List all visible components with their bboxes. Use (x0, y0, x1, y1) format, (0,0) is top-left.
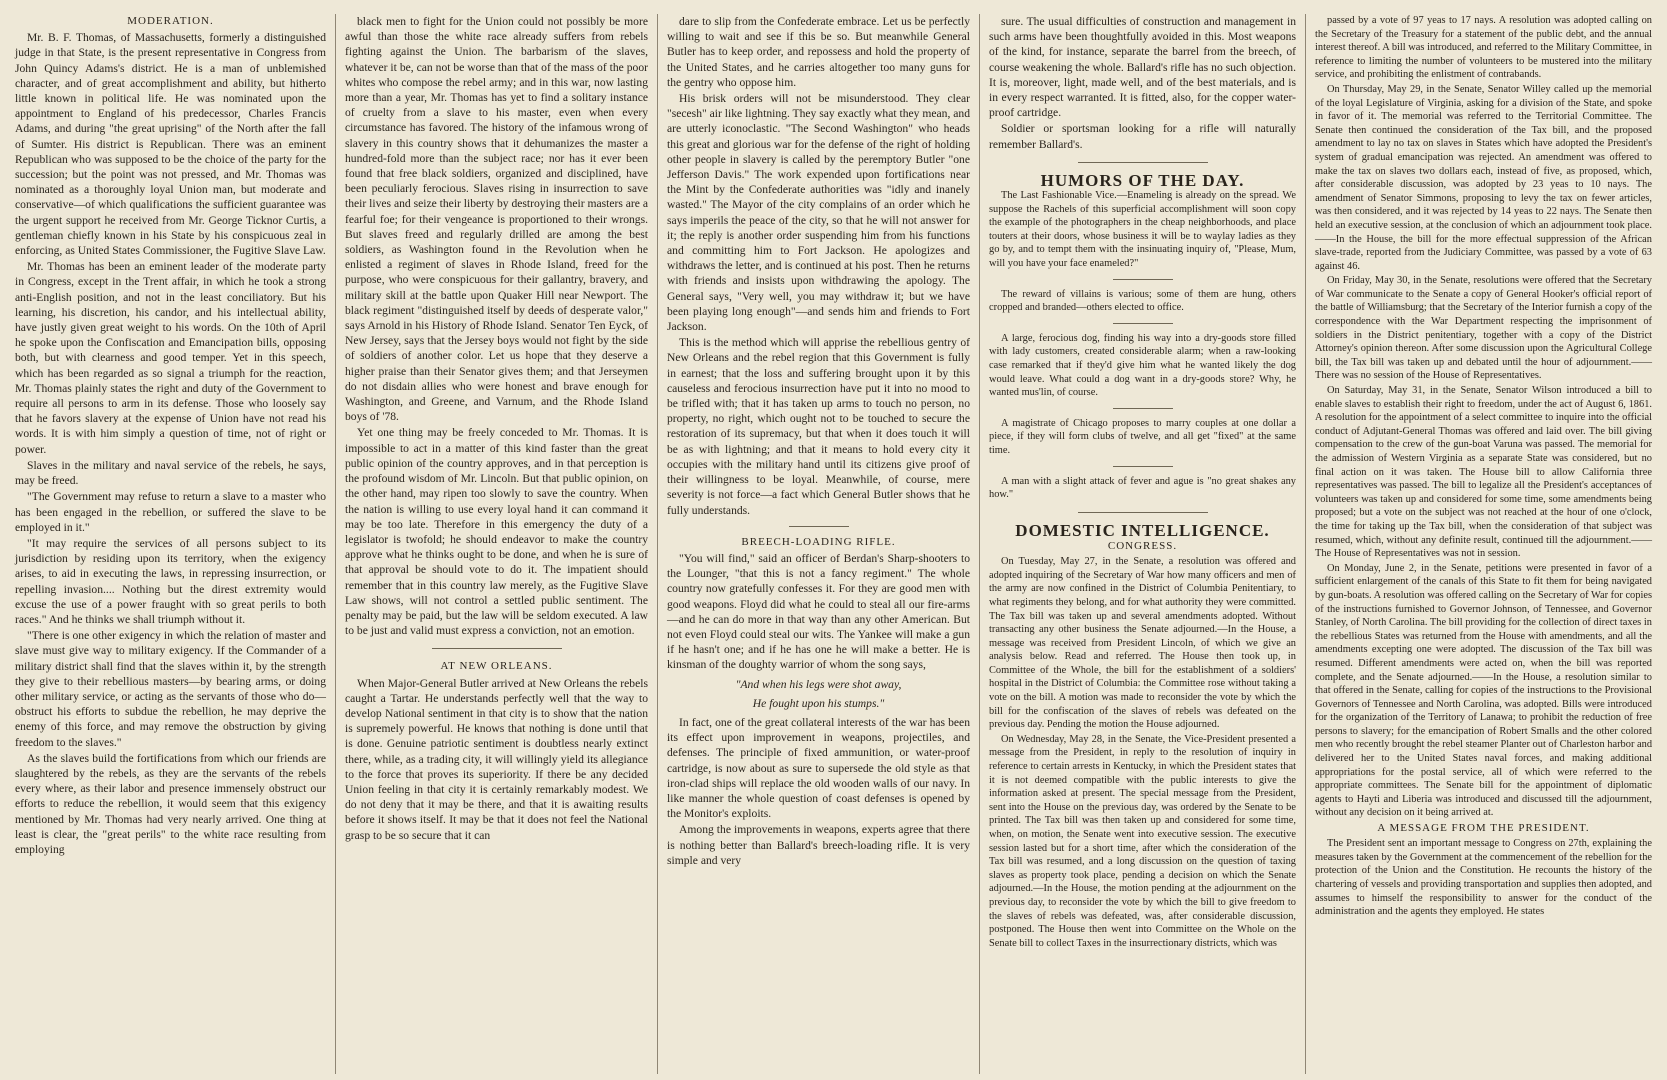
article-heading-breech-loading-rifle: BREECH-LOADING RIFLE. (741, 535, 896, 548)
paragraph: The President sent an important message to Congress on 27th, explaining the measures taken by the Government at the commencement of the rebellion for the protection of the Union and the Constitution. He recounts the history of the chartering of vessels and providing transportation and supplies then adopted, and assumes to himself the responsibility to answer for the conduct of the administration and the agents they employed. He states (1315, 838, 1652, 918)
paragraph: Soldier or sportsman looking for a rifle will naturally remember Ballard's. (989, 122, 1296, 151)
section-heading-domestic-intelligence: DOMESTIC INTELLIGENCE. (1015, 520, 1270, 540)
paragraph: In fact, one of the great collateral interests of the war has been its effect upon improvement in weapons, projectiles, and defenses. The principle of fixed ammunition, or water-proof cartridge, is now about as sure to supersede the old style as that iron-clad ships will replace the old wooden walls of our navy. In like manner the whole question of coast defenses is opened by the Monitor's exploits. (667, 715, 970, 821)
verse-line: He fought upon his stumps." (752, 696, 885, 710)
column-4 (980, 14, 1306, 1074)
section-divider (1078, 512, 1208, 513)
paragraph: On Monday, June 2, in the Senate, petitions were presented in favor of a sufficient enlargement of the canals of this State to fit them for being navigated by gun-boats. A resolution was offered calling on the Secretary of War for copies of the instructions furnished to Governor Johnson, of Tennessee, and Governor Stanley, of North Carolina. The bill providing for the collection of direct taxes in the rebellious States was returned from the House with amendments, and all the amendments excepting one were adopted. The discussion of the Tax bill was resumed. Different amendments were acted on, when the bill was reported complete, and the Senate adjourned.——In the House, a resolution similar to that offered in the Senate, calling for copies of the instructions to the Provisional Governors of Tennessee and North Carolina, was adopted. Bills were introduced for the organization of the Territory of Lanawa; to prohibit the reduction of free persons to slavery; for the emancipation of Robert Smalls and the other colored men who recently brought the rebel steamer Planter out of Charleston harbor and delivered her to the United States naval forces, and making additional appropriations for the postal service, all of which were referred to the appropriate committees. The Senate bill for the appointment of diplomatic agents to Hayti and Liberia was introduced and discussed till the adjournment, without any decision on it being arrived at. (1315, 562, 1653, 819)
paragraph: When Major-General Butler arrived at New Orleans the rebels caught a Tartar. He understands perfectly well that the way to develop National sentiment in that city is to show that the nation is supremely powerful. He knows that nothing is done until that is done. Genuine patriotic sentiment is doubtless nearly extinct there, while, as a trading city, it will willingly yield its allegiance to the force that proves its superiority. If there be any decided Union feeling in that city it is certainly remarkably modest. We do not deny that it may be there, and that it is awaiting results before it shows itself. It may be that it does not feel the National grasp to be so secure that it can (345, 676, 648, 842)
column-3 (658, 14, 980, 1074)
paragraph: As the slaves build the fortifications from which our friends are slaughtered by the rebels, as they are the servants of the rebels every where, as their labor and presence immensely obstruct our efforts to reduce the rebellion, it would seem that this exigency mentioned by Mr. Thomas had very nearly arrived. One thing at least is clear, the "great perils" to the white race resulting from employing (15, 751, 326, 856)
section-divider (789, 526, 849, 527)
paragraph: black men to fight for the Union could not possibly be more awful than those the white race already suffers from rebels fighting against the Union. The barbarism of the slaves, whatever it be, can not be worse than that of the mass of the poor whites who compose the rebel army; and in this war, now lasting more than a year, Mr. Thomas has yet to find a solitary instance of cruelty from a slave to his master, even when every circumstance has favored. The history of the infamous wrong of slavery in this country shows that it dehumanizes the master a hundred-fold more than the subject race; nor has it ever been found that free black soldiers, organized and disciplined, have been peculiarly ferocious. Slaves rising in insurrection to save their lives and seize their liberty by destroying their masters are a fearful foe; for their vengeance is proportioned to their wrongs. But slaves freed and regularly drilled are among the best soldiers, as Washington found in the Revolution when he enlisted a regiment of slaves in Rhode Island, freed for the purpose, who were conspicuous for their gallantry, bravery, and military skill at the battle upon Quaker Hill near Newport. The black regiment "distinguished itself by deeds of desperate valor," says Arnold in his History of Rhode Island. Senator Ten Eyck, of New Jersey, says that the Jersey boys would not fight by the side of soldiers of another color. Let us hope that they deserve a higher praise than their Senator gives them; and that Jerseymen do not disdain allies who were honest and brave enough for Washington, and Greene, and Varnum, and the Rhode Island boys of '78. (345, 15, 648, 424)
column-2 (336, 14, 658, 1074)
paragraph: On Tuesday, May 27, in the Senate, a resolution was offered and adopted inquiring of the Secretary of War how many officers and men of the army are now confined in the District of Columbia Penitentiary, to what regiments they belong, and for what authority they were committed. The Tax bill was taken up and several amendments adopted. Without transacting any other business the Senate adjourned.—In the House, a message was received from President Lincoln, of which we give an analysis below. Read and referred. The House then took up, in Committee of the Whole, the bill for the establishment of a soldiers' hospital in the District of Columbia: the Committee rose without taking a vote on the bill. A motion was made to reconsider the vote by which the bill for the confiscation of the slaves of rebels was defeated on the previous day. Pending the motion the House adjourned. (989, 556, 1296, 731)
paragraph: "You will find," said an officer of Berdan's Sharp-shooters to the Lounger, "that this is not a fancy regiment." The whole country now gratefully confesses it. For they are good men with good weapons. Floyd did what he could to steal all our fire-arms—and he can do more in that way than any other American. But not even Floyd could steal our wits. The Yankee will make a gun if he hasn't one; and if he has one he will make a better. He is kinsman of the doughty warrior of whom the song says, (667, 551, 970, 672)
paragraph: On Thursday, May 29, in the Senate, Senator Willey called up the memorial of the loyal Legislature of Virginia, asking for a division of the State, and spoke in favor of it. The memorial was referred to the Territorial Committee. The Senate then continued the consideration of the Tax bill, and the proposed amendment to lay no tax on slaves in States which have adopted the President's system of gradual emancipation was rejected. An amendment was offered to make the tax on slaves two dollars each, instead of five, as proposed, which, after considerable discussion, was adopted by 23 yeas to 10 nays. The amendment of Senator Simmons, proposing to levy the tax on fewer articles, was then considered, and it was rejected by 14 yeas to 22 nays. The Senate then held an executive session, at the conclusion of which an adjournment took place.——In the House, the bill for the more effectual suppression of the African slave-trade, reported from the Judiciary Committee, was passed by a vote of 63 against 46. (1315, 83, 1652, 272)
paragraph: "The Government may refuse to return a slave to a master who has been engaged in the rebellion, or suffered the slave to be employed in it." (15, 490, 326, 534)
humor-item: A magistrate of Chicago proposes to marry couples at one dollar a piece, if they will form clubs of twelve, and all get "fixed" at the same time. (989, 417, 1296, 456)
item-divider (1113, 408, 1173, 409)
humor-item: The Last Fashionable Vice.—Enameling is already on the spread. We suppose the Rachels of this superficial accomplishment will soon copy the example of the photographers in the cheap neighborhoods, and place touters at their doors, whose business it will be to waylay ladies as they go by, and to tempt them with the insinuating inquiry of, "Please, Mum, will you have your face enameled?" (989, 190, 1296, 269)
paragraph: On Saturday, May 31, in the Senate, Senator Wilson introduced a bill to enable slaves to establish their right to freedom, under the act of August 6, 1861. A resolution for the appointment of a select committee to inquire into the official conduct of Adjutant-General Thomas was offered and laid over. The bill giving compensation to the crew of the gun-boat Varuna was passed. The memorial for the admission of Western Virginia as a separate State was considered, but no final action on it was taken. The House bill to allow California three representatives was passed. The bill to legalize all the President's acceptances of volunteers was taken up and considered for some time, some amendments being proposed; but a vote on the subject was not reached at the hour of one o'clock, the time for taking up the Tax bill, when the consideration of that subject was resumed, which, without any definite result, continued till the adjournment.——The House of Representatives was not in session. (1315, 385, 1652, 560)
column-1 (6, 14, 336, 1074)
item-divider (1113, 323, 1173, 324)
paragraph: His brisk orders will not be misunderstood. They clear "secesh" air like lightning. They say exactly what they mean, and are utterly iconoclastic. "The Second Washington" who heads this great and glorious war for the defense of the right of holding other people in slavery is called by the peremptory Butler "one Jefferson Davis." The work expended upon fortifications near the Mint by the Confederate authorities was "idly and inanely wasted." The Mayor of the city complains of an order which he says imperils the peace of the city, so that he will not answer for it; the reply is another order suspending him from his functions and committing him to Fort Jackson. He apologizes and withdraws the letter, and is continued at his post. Then he returns with friends and insists upon withdrawing the apology. The General says, "Very well, you may withdraw it; but we have been playing long enough"—and sends him and friends to Fort Jackson. (667, 92, 970, 334)
item-divider (1113, 466, 1173, 467)
paragraph: Yet one thing may be freely conceded to Mr. Thomas. It is impossible to act in a matter of this kind faster than the great public opinion of the country approves, and in that perception is the profound wisdom of Mr. Lincoln. But that public opinion, on the other hand, may ripen too slowly to save the country. When the nation is willing to use every loyal hand it can command it may be too late. Therefore in this emergency the duty of a legislator is twofold; he should endeavor to make the country approve what he thinks ought to be done, and when he is sure of that approval be should vote to do it. The impatient should remember that in this country law merely, as the Fugitive Slave Law shows, will not control a settled public sentiment. The penalty may be paid, but the law will be seldom executed. A law to be just and valid must express a conviction, not an emotion. (345, 426, 648, 638)
paragraph: On Friday, May 30, in the Senate, resolutions were offered that the Secretary of War communicate to the Senate a copy of General Hooker's official report of the battle of Williamsburg; that the Secretary of the Interior furnish a copy of the correspondence with the War Department respecting the imprisonment of soldiers in the District penitentiary, together with a copy of the District Attorney's opinion thereon. After some discussion upon the Agricultural College bill, the Tax bill was taken up and debated until the hour of adjournment.——There was no session of the House of Representatives. (1315, 275, 1652, 382)
paragraph: Among the improvements in weapons, experts agree that there is nothing better than Ballard's breech-loading rifle. It is very simple and very (667, 823, 970, 867)
humor-item: A large, ferocious dog, finding his way into a dry-goods store filled with lady customers, created considerable alarm; when a raw-looking case remarked that if they'd give him what he wanted likely the dog would leave. What could a dog want in a dry-goods store? Why, he wanted mus'lin, of course. (989, 332, 1296, 399)
section-heading-humors: HUMORS OF THE DAY. (1040, 170, 1245, 190)
paragraph: dare to slip from the Confederate embrace. Let us be perfectly willing to wait and see if this be so. But meanwhile General Butler has to keep order, and repossess and hold the property of the United States, and he carries altogether too many guns for the gentry who oppose him. (667, 15, 970, 89)
article-heading-moderation: MODERATION. (127, 15, 214, 27)
paragraph: Mr. B. F. Thomas, of Massachusetts, formerly a distinguished judge in that State, is the present representative in Congress from John Quincy Adams's district. He is a man of unblemished character, and of great accomplishment and ability, but hitherto little known in political life. He was nominated upon the appointment to England of his predecessor, Charles Francis Adams, and during "the great uprising" of the North after the fall of Sumter. His district is Republican. There was an eminent Republican who was supposed to be the choice of the party for the succession; but the point was not pressed, and Mr. Thomas was nominated as a thoroughly loyal Union man, but moderate and conservative—of which qualifications the sufficient guarantee was the urgent support he received from Mr. George Ticknor Curtis, a gentleman chiefly known in his State by his conspicuous zeal in enforcing, as United States Commissioner, the Fugitive Slave Law. (15, 31, 326, 258)
paragraph: passed by a vote of 97 yeas to 17 nays. A resolution was adopted calling on the Secretary of the Treasury for a statement of the public debt, and the annual interest thereof. A bill was introduced, and referred to the Military Committee, in reference to limiting the number of volunteers to be mustered into the military service, and prohibiting the enlistment of contrabands. (1315, 15, 1652, 81)
paragraph: "It may require the services of all persons subject to its jurisdiction by residing upon its territory, when the exigency arises, to aid in executing the laws, in repressing insurrection, or repelling invasion.... Nothing but the direst extremity would excuse the use of a power fraught with so great perils to both races." And he thinks we shall triumph without it. (15, 536, 326, 626)
paragraph: sure. The usual difficulties of construction and management in such arms have been thoughtfully avoided in this. Most weapons of the kind, for instance, separate the barrel from the breech, of course weakening the whole. Ballard's rifle has no such objection. It is, moreover, light, made well, and of the best materials, and is in every respect warranted. It is fitted, also, for the copper water-proof cartridge. (989, 15, 1296, 120)
paragraph: "There is one other exigency in which the relation of master and slave must give way to military exigency. If the Commander of a military district shall find that the slaves within it, by the strength they give to their rebellious masters—by bearing arms, or doing other military service, or acting as the servants of those who do—obstruct his efforts to subdue the rebellion, he may deprive the enemy of this force, and may remove the obstruction by giving freedom to the slaves." (15, 629, 326, 749)
verse-line: "And when his legs were shot away, (735, 677, 902, 691)
paragraph: Slaves in the military and naval service of the rebels, he says, may be freed. (15, 458, 326, 488)
paragraph: Mr. Thomas has been an eminent leader of the moderate party in Congress, except in the Trent affair, in which he took a strong anti-English position, and not in the least conciliatory. But his learning, his discretion, his candor, and his intellectual ability, have justly given great weight to his words. On the 10th of April he spoke upon the Confiscation and Emancipation bills, opposing both, but with clearness and good temper. Yet in this speech, which has been regarded as so signal a triumph for the reaction, Mr. Thomas plainly states the right and duty of the Government to require all persons to arm in its defense. Those who loosely say that he favors slavery at the expense of Union have not read his words. It is with him simply a question of time, not of right or power. (15, 260, 326, 456)
article-heading-new-orleans: AT NEW ORLEANS. (440, 660, 553, 673)
subheading-congress: CONGRESS. (1107, 539, 1178, 552)
section-divider (432, 648, 562, 649)
section-divider (1078, 162, 1208, 163)
paragraph: This is the method which will apprise the rebellious gentry of New Orleans and the rebel region that this Government is fully in earnest; that the loss and suffering brought upon it by this causeless and ferocious insurrection have put it into no mood to be trifled with; that it has taken up arms to touch no person, no property, no right, which ought not to be touched to secure the restoration of its supremacy, but that when it does touch it will be as with lightning; and that it means to hold every city it occupies with the military hand until its citizens give proof of their willingness to be loyal. Meanwhile, of course, mere severity is not force—a fact which General Butler shows that he fully understands. (667, 336, 970, 517)
item-divider (1113, 279, 1173, 280)
humor-item: The reward of villains is various; some of them are hung, others cropped and branded—others elected to office. (989, 288, 1296, 314)
paragraph: On Wednesday, May 28, in the Senate, the Vice-President presented a message from the President, in reply to the resolution of inquiry in reference to certain arrests in Kentucky, in which the President states that it is not deemed compatible with the public interests to give the information asked at present. The special message from the President, sent into the House on the previous day, was ordered by the Senate to be printed. The Tax bill was then taken up and considered for some time, when, on motion, the Senate went into executive session. The executive session lasted but for a short time, after which the consideration of the Tax bill was resumed, and a long discussion on the question of taxing slaves as property took place, pending a decision on which the Senate adjourned.—In the House, the motion pending at the adjournment on the previous day, to reconsider the vote by which the bill to give freedom to the slaves of rebels was defeated, was, after considerable discussion, postponed. The House then went into Committee on the Whole on the Senate bill to collect Taxes in the insurrectionary districts, which was (989, 733, 1296, 949)
subheading-message-from-president: A MESSAGE FROM THE PRESIDENT. (1377, 822, 1590, 835)
humor-item: A man with a slight attack of fever and ague is "no great shakes any how." (989, 475, 1296, 501)
column-5 (1306, 14, 1661, 1074)
